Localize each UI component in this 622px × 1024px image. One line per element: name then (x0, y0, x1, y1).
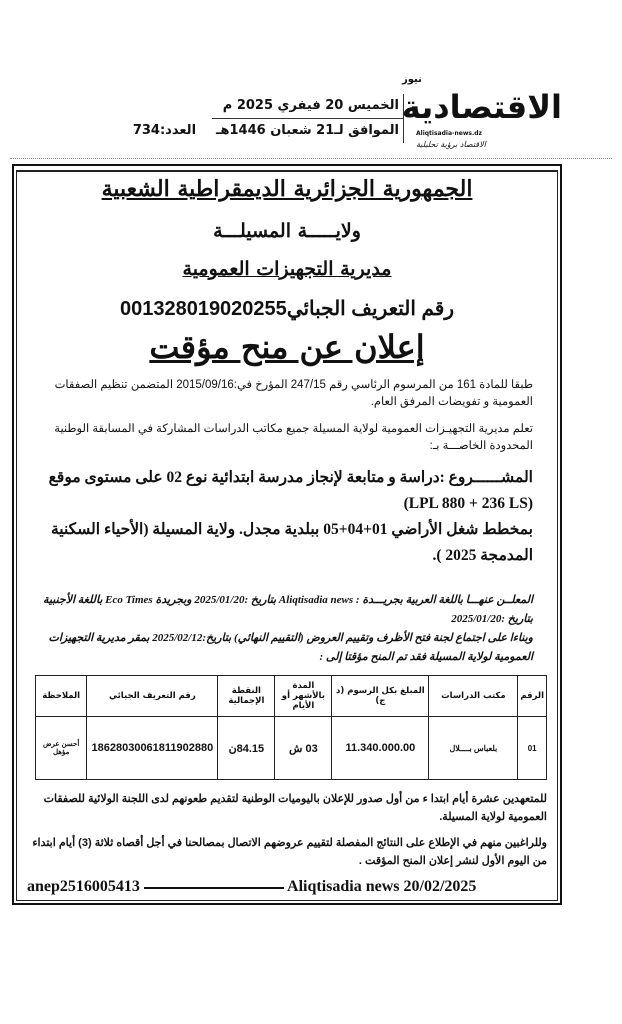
col-note: الملاحظة (36, 676, 87, 717)
advert-line-2: بتاريخ :2025/01/20 (451, 613, 533, 625)
tax-id: رقم التعريف الجبائي001328019020255 (119, 298, 455, 320)
anep-reference: anep2516005413 (27, 878, 140, 895)
col-amount: المبلغ بكل الرسوم (د ج) (332, 676, 429, 717)
table-header-row (36, 676, 547, 717)
date-gregorian: الخميس 20 فيفري 2025 م (222, 98, 399, 113)
masthead-dates (212, 94, 404, 143)
col-office: مكتب الدراسات (429, 676, 518, 717)
results-paragraph: وللراغبين منهم في الإطلاع على النتائج المفصلة لتقييم عروضهم الاتصال بمصالحنا في أجل أقصاه ثلاثة (3) أيام ابتداء من اليوم الأول لنشر إعلان المنح المؤقت . (32, 837, 547, 867)
directorate-heading: مديرية التجهيزات العمومية (182, 258, 392, 280)
divider (10, 158, 612, 159)
col-number: الرقم (518, 676, 547, 717)
advert-line-1: المعلــن عنهـــا باللغة العربية بجريـــدة : Aliqtisadia news بتاريخ :2025/01/20 وبجريدة Eco Times باللغة الأجنبية (43, 594, 533, 606)
cell-duration: 03 ش (275, 717, 332, 780)
col-duration: المدة بالأشهر أو الأيام (275, 676, 332, 717)
project-line-2: بمخطط شغل الأراضي 01+04+05 ببلدية مجدل. ولاية المسيلة (الأحياء السكنية المدمجة 2025 ). (50, 521, 533, 564)
table-row (36, 717, 547, 780)
announcement-paragraph: تعلم مديرية التجهيـزات العمومية لولاية المسيلة جميع مكاتب الدراسات المشاركة في المسابقة الوطنية المحدودة الخاصـــة بـ: (54, 423, 533, 452)
masthead-info (129, 94, 404, 143)
logo-slogan: الاقتصاد برؤية تحليلية (416, 140, 486, 149)
cell-number: 01 (518, 717, 547, 780)
cell-amount: 11.340.000.00 (332, 717, 429, 780)
award-table (35, 675, 547, 780)
logo-site: Aliqtisadia-news.dz (416, 130, 483, 137)
cell-score: 84.15ن (218, 717, 275, 780)
col-tax-id: رقم التعريف الجبائي (87, 676, 218, 717)
notice-frame-inner (16, 170, 558, 901)
date-hijri: الموافق لـ21 شعبان 1446هـ (216, 123, 399, 138)
notice-frame (12, 164, 562, 905)
cell-tax-id: 186280300618119028​80 (87, 717, 218, 780)
appeal-paragraph: للمتعهدين عشرة أيام ابتدا ء من أول صدور للإعلان باليوميات الوطنية لتقديم طعونهم لدى اللجنة الولائية للصفقات العمومية لولاية المسيلة. (43, 793, 547, 823)
meeting-paragraph: وبناءا على اجتماع لجنة فتح الأظرف وتقييم العروض (التقييم النهائي) بتاريخ:2025/02/12 بمقر مديرية التجهيزات العمومية لولاية المسيلة فقد تم المنح مؤقتا إلى : (48, 632, 533, 663)
logo-name: الاقتصادية (401, 88, 562, 126)
republic-heading: الجمهورية الجزائرية الديمقراطية الشعبية (101, 176, 473, 202)
cell-note: أحسن عرض مؤهل (36, 717, 87, 780)
footer-line (27, 878, 547, 896)
logo-news-label: نيوز (402, 74, 422, 85)
legal-basis-paragraph: طبقا للمادة 161 من المرسوم الرئاسي رقم 247/15 المؤرخ في:2015/09/16 المتضمن تنظيم الصفقات العمومية و تفويضات المرفق العام. (54, 379, 533, 408)
newspaper-date: Aliqtisadia news 20/02/2025 (287, 878, 477, 895)
col-score: النقطة الإجمالية (218, 676, 275, 717)
newspaper-logo (401, 74, 562, 156)
cell-office: بلعباس بــــلال (429, 717, 518, 780)
divider (144, 887, 284, 889)
wilaya-heading: ولايـــــة المسيلـــة (213, 220, 361, 242)
notice-title: إعلان عن منح مؤقت (149, 328, 425, 366)
issue-number: العدد:734 (132, 123, 197, 138)
project-line-1: المشــــــروع :دراسة و متابعة لإنجاز مدرسة ابتدائية نوع 02 على مستوى موقع (LPL 880 + 236 LS) (48, 469, 533, 512)
